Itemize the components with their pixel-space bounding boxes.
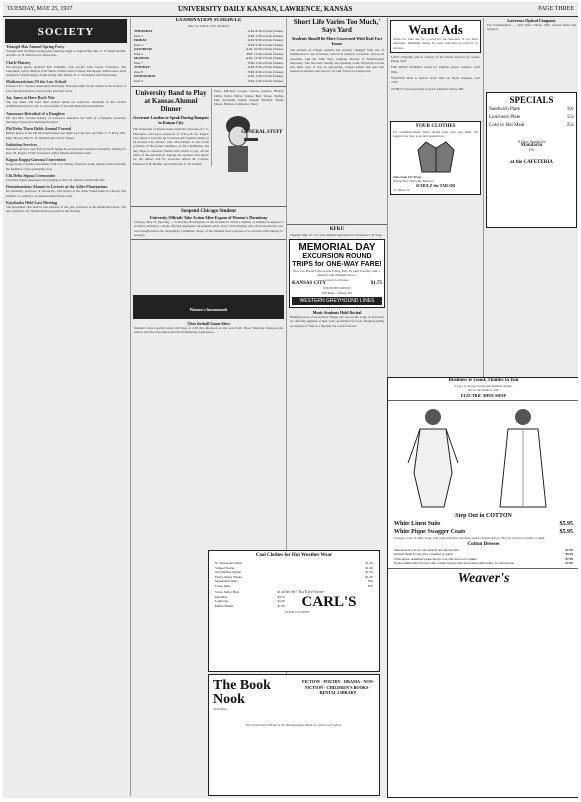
suit-icon xyxy=(416,140,456,174)
wantads-intro: Terms for want ads: 2c a word for one insertion, 5c for three insertions. Minimum charge 25 cents. Ads must be paid for in advance. xyxy=(393,37,478,50)
linen-suits-row: White Linen Suits $5.95 xyxy=(394,520,573,527)
exam-table xyxy=(131,28,286,84)
wantads-title: Want Ads xyxy=(408,22,463,37)
music-body: Building paces of Greenwich Village who are on the verge of starvation are offering originals of their work on children for food. Imagine getting an original of "Ode to a Skylark" for a loaf of bread. xyxy=(290,315,384,328)
carls-item: Fancy Stripe Slacks $1.95 xyxy=(215,574,373,579)
cafeteria-sandwich: A New Sandwich xyxy=(517,138,546,144)
wantad-item: WANTED: Ride to Denver about June 10. Share expenses. Call 2193. xyxy=(391,76,480,85)
exam-row: THURSDAY A.M. 8:30 o'clock Classes June 3 P.M. 1:30 o'clock Classes xyxy=(134,29,283,38)
society-item: Announce Betrothal of a Daughter Mr. and Mrs. Gordon Kinney of Lawrence announce the birth of a daughter yesterday morning at Lawrence Memorial hospital. xyxy=(6,110,126,124)
wantad-item: FOR RENT: Furnished rooms for summer school students. 1322 Ohio. xyxy=(391,65,480,74)
dress-item: Eyelet embroidery frocks with a white background and pastel embroidery for afternoons $7.95 xyxy=(394,561,573,566)
electric-title: Business Is Good. Thanks to You xyxy=(448,378,519,383)
cafeteria-ad xyxy=(486,92,577,228)
dresses-title: Cotton Dresses xyxy=(467,541,500,547)
chicago-subhead: University Officials Take Action After Expose of Women's Dormitory xyxy=(149,214,268,220)
fashion-illustration-right xyxy=(478,403,568,511)
carls-item: Striped Slacks $1.65 xyxy=(215,565,373,570)
weavers-headline: Step Out in COTTON xyxy=(455,512,512,519)
band-body: The University of Kansas band, under the direction of J. C. McCanles, will leave tomorrow at 3:30 p.m. for Kansas City where it will play for Governor Alf Landon's dinner at the Kansas City Athletic club. The banquet is one of the activities of the former members of the commission and they hope to entertain friends with which to pay off the debts of the association. Among the speakers and guests for the dinner will be Governor Alfred M. Landon, Professor F. H. Hodder, and Chancellor E. H. Lindley. xyxy=(133,127,209,166)
electric-sub2: We do 'em while U wait. xyxy=(467,388,500,393)
wantads-list xyxy=(388,55,483,91)
masthead-page: PAGE THREE xyxy=(538,6,574,12)
shortlife-subhead: Students Should Be More Concerned With Real Fact Issues xyxy=(291,36,383,46)
suits-body: For Commencement Week should look crisp and fresh. We suggest you have your suit cleaned now. xyxy=(393,129,478,139)
cafeteria-sandwich-name: Mandarin xyxy=(520,142,543,148)
society-item: Triangle Has Annual Spring Party Triangle held its annual spring party Saturday night at Eagles' Hall. Mrs. S. S. White and Mr. and Mrs. D. B. Dalton were chaperones. xyxy=(6,44,126,58)
carls-item: N. Seersucker Pants $1.25 xyxy=(215,561,373,565)
memorial-good: Good on all buses xyxy=(325,277,349,282)
band-headline: University Band to Play at Kansas Alumni Dinner xyxy=(135,89,207,114)
misc-head: Lawrence Optical Company xyxy=(507,18,556,23)
music-head: Music Students Hold Recital xyxy=(312,310,362,316)
greyhound-logo: WESTERN GREYHOUND LINES xyxy=(292,297,382,305)
booknook-genres: FICTION · POETRY · DRAMA · NON-FICTION · CHILDREN'S BOOKS · RENTAL LIBRARY xyxy=(301,679,375,695)
society-item: Clark-Matney Out-of-town guests included Bob Williams, Jack Jewell, John Jordan, Lawrence, Ted Lutterman, Lenox Shugart, Fred Smith, Charles Ward, Charles Detchpugh, John Kearns, Arch Anderson, Charles Riggs, Frank Young, Bert Barber, D. L. Truckland, and Chet Kelley. xyxy=(6,59,126,78)
carls-logo: CARL'S xyxy=(301,594,357,611)
schulz-name: SCHULZ the TAILOR xyxy=(415,183,456,189)
chicago-headline: Suspend Chicago Student xyxy=(181,208,236,214)
carls-ad xyxy=(208,550,380,672)
memorial-title: MEMORIAL DAY xyxy=(298,242,376,254)
society-item: Kaydunka Hold Last Meeting The Kaydunka club held its last meeting of the year yesterday in the Memorial Union. The new president, Jay Westmoreland, presided at the meeting. xyxy=(6,199,126,214)
cafeteria-item: Sandwich Plate 10c xyxy=(489,106,574,112)
masthead-title: UNIVERSITY DAILY KANSAN, LAWRENCE, KANSAS xyxy=(178,5,353,13)
memorial-fare-row: KANSAS CITY $1.75 xyxy=(292,280,382,286)
suits-price: Suits from $17.50 up xyxy=(393,174,422,179)
misc-top xyxy=(484,18,578,32)
society-item: Mathematicians Of the Law School Professor P. J. Stevens entertained informally Thursday night for the seniors in the School of Law and the members of the faculty and their wives. xyxy=(6,79,126,93)
cafeteria-title: SPECIALS xyxy=(509,94,554,105)
women-banner: Women's Intramurals xyxy=(133,295,284,319)
carls-straw-item: Leghorns $3.50 xyxy=(215,599,285,603)
carls-straw-item: Palmo Braids $1.95 xyxy=(215,603,285,608)
exam-row: FRIDAY A.M. 9:30 o'clock Classes June 4 P.M. 2:30 o'clock Classes xyxy=(134,38,283,47)
booknook-logo: The Book Nook xyxy=(213,678,271,707)
chicago-body: Chicago, May 25 (Special) — Following investigation of the incident in which a number of students trespassed a women's dormitory, college officials suspended one student today. Over 1,500 students were involved and the case was brought before the disciplinary committee. Many of the students were reported to be arrested with damage to property. xyxy=(134,219,283,237)
carls-logo-sub: GOOD CLOTHES xyxy=(285,610,310,615)
weavers-ad xyxy=(387,377,578,798)
memorial-depot: UNION BUS DEPOT xyxy=(322,286,352,291)
kfku-title: KFKU xyxy=(329,226,345,232)
booknook-addr: 1021 Mass. xyxy=(213,707,228,711)
masthead xyxy=(3,2,578,17)
weavers-logo: Weaver's xyxy=(457,570,510,586)
wantad-item: LOST: Fraternity pin in vicinity of the Union. Reward for return. Phone 1410. xyxy=(391,54,480,64)
suits-title: YOUR CLOTHES xyxy=(415,123,456,129)
suits-tag: Suiting You, That's My Business xyxy=(393,178,434,183)
cafeteria-sandwich-price: 10c xyxy=(528,147,535,153)
society-item: Denominations Alumni to Lecture at the Adler Planetarium Dr. Donnelly, professor of astronomy, will lecture at the Adler Planetarium in Chicago this summer, according to an announcement made today. xyxy=(6,184,126,198)
dress-item: Trim-pique. A knitted pique that is cool and does not wrinkle $7.95 xyxy=(394,556,573,561)
fashion-illustration-left xyxy=(388,403,478,511)
sherlock-illustration xyxy=(214,106,282,178)
dress-item: Matelassé frocks in cool pastels and button trim $7.95 xyxy=(394,547,573,552)
shortlife-headline: Short Life Varies Too Much,' Says Yard xyxy=(293,18,381,34)
newspaper-page xyxy=(3,2,578,798)
exam-row: TUESDAY A.M. 8:30 o'clock Classes June 8 P.M. 4:30 o'clock Classes xyxy=(134,65,283,74)
carls-title: Cool Clothes for Hot Weather Wear xyxy=(255,553,333,558)
sherlock-title: GENERAL STUFF xyxy=(241,130,283,136)
booknook-ad xyxy=(208,674,380,796)
carls-item: Linen Suits $10 xyxy=(215,583,373,588)
memorial-offer: EXCURSION ROUND TRIPS for ONE-WAY FARE! xyxy=(292,253,382,269)
band-subhead: Governor Landon to Speak During Banquet in Kansas City xyxy=(133,115,209,126)
exam-subtitle: June 3 to June 8, 1937, Inclusive xyxy=(187,24,230,28)
memorial-ad xyxy=(289,239,385,308)
dress-item: Knitted mesh frocks give a feeling of gaiety $5.95 xyxy=(394,552,573,557)
society-item: Phi Delta Theta Holds Annual Formal Dinner guests at the Phi Mu Alpha house last night were the Rev. and Mrs. E. F. Price, Mrs. Mary Howey, Mrs. C. D. Sheehan and Clover Staiger. xyxy=(6,126,126,140)
exam-row: SATURDAY A.M. 10:30 o'clock Classes June 5 P.M. 11:30 o'clock Classes xyxy=(134,47,283,56)
wantad-item: TO BUY: Used typewriter in good condition. Phone 288. xyxy=(391,86,464,91)
exam-row: MONDAY A.M. 11:30 o'clock Classes June 7 P.M. 3:30 o'clock Classes xyxy=(134,56,283,65)
pique-coats-row: White Pique Swagger Coats $5.95 xyxy=(394,528,573,535)
electric-subtitle: It pays to do good work and maintain quality. xyxy=(454,384,513,388)
electric-shop: ELECTRIC SHOE SHOP xyxy=(461,392,506,398)
cafeteria-item: Cold or Hot Meal 25c xyxy=(489,122,574,128)
masthead-date: TUESDAY, MAY 25, 1937 xyxy=(7,6,73,12)
society-banner xyxy=(5,19,127,43)
carls-straw-item: Straw Sailor Hats $1.65 xyxy=(215,590,285,594)
schulz-addr: 717 Mass. St. xyxy=(393,188,411,193)
memorial-phone: 638 Mass.—Phone 593 xyxy=(322,290,352,295)
exam-row: WEDNESDAY A.M. 1:30 o'clock Classes June 9 P.M. 2:30 o'clock Classes xyxy=(134,74,283,83)
exam-title: EXAMINATION SCHEDULE xyxy=(175,18,242,23)
sherlock-body: Yates, Mitchell, Cooper, Graves, Argnew, Blandy, Smith, Taylor, Huber, Walker, Beil, Torsey, Shaffer, Pike, Kowalski, Sillian, Arnold, Brendler, Smith, Moses, Hudson, Lamnaster, Toner. xyxy=(213,89,284,107)
booknook-tag: The Ownership of Books Is the Distinguishing Mark of a Person of Culture. xyxy=(245,723,343,728)
cafeteria-footer: at the CAFETERIA xyxy=(510,160,553,166)
cafeteria-item: Luncheon Plate 15c xyxy=(489,114,574,120)
carls-straw-item: Panamas $3.75 xyxy=(215,594,285,599)
women-head: Chez Sorhall Game Stirs xyxy=(187,321,230,327)
society-column xyxy=(3,18,129,796)
wantads-box xyxy=(390,20,481,53)
carls-item: Seersucker Suits $10 xyxy=(215,579,373,583)
carls-item: Nob Pattern Slacks $1.95 xyxy=(215,570,373,574)
society-title: SOCIETY xyxy=(37,26,95,38)
carls-tag: Yes Sir! You'll feel better xyxy=(285,589,325,594)
society-item: Kappa Kappa Gamma Convention Kappa Kappa Gamma entertained with a tea Sunday afternoon at the chapter house honoring the members of the graduating class. xyxy=(6,157,126,171)
schulz-ad xyxy=(390,121,481,195)
shortlife-body: The attitude of college students has recently changed from one of indifference to one of intense concern in political, economic, and social problems, said Dr. John Yard, religious director at Northwestern university, who has been visiting and speaking at the University for the past three days. It was an easy-going, college leisure and ease that American students were used to, he said. That is no longer true. xyxy=(290,48,384,74)
memorial-note: Now low Round Trips on sale Friday, May 28, until Tuesday, June 1. Return Limit midnight June 2. xyxy=(293,269,381,278)
society-item: Initiation Services Initiation services were held by Delta Sigma Pi, professional commerce fraternity, Sunday for Isaac M. Rogers, Frank Townsend, James Shields and Robert Alm. xyxy=(6,141,126,156)
kfku-body: Tuesday, May 25. 5:15 p.m. Athletic Question box, Professor J. H. Sapp. xyxy=(290,232,383,237)
misc-body: Eye Examinations — 1025 Mass. Phone 1500. Glasses fitted and repaired. xyxy=(487,23,576,32)
pique-coats-desc: Swagger coats of white pique with wide shoulders and three-quarter length sleeves. May be worn for daytime or night. xyxy=(394,535,546,540)
society-items xyxy=(3,44,129,214)
society-item: Jay Janes to Have Buck Nite The Jay Janes will hold their annual spring tea tomorrow afternoon in the Central Administration rest room. A color scheme of red and white will predominate. xyxy=(6,95,126,109)
women-body: Women's class baseball teams will meet at 4:30 this afternoon on the west field. Those Thursday afternoon the seniors will meet the juniors and the freshmen the sophomores. xyxy=(134,326,283,335)
society-item: Chi Delta Sigma Ceremonies Chi Delta Sigma announces the pledging of Alice D. Dennis, Chillicothe, Mo. xyxy=(6,173,106,183)
